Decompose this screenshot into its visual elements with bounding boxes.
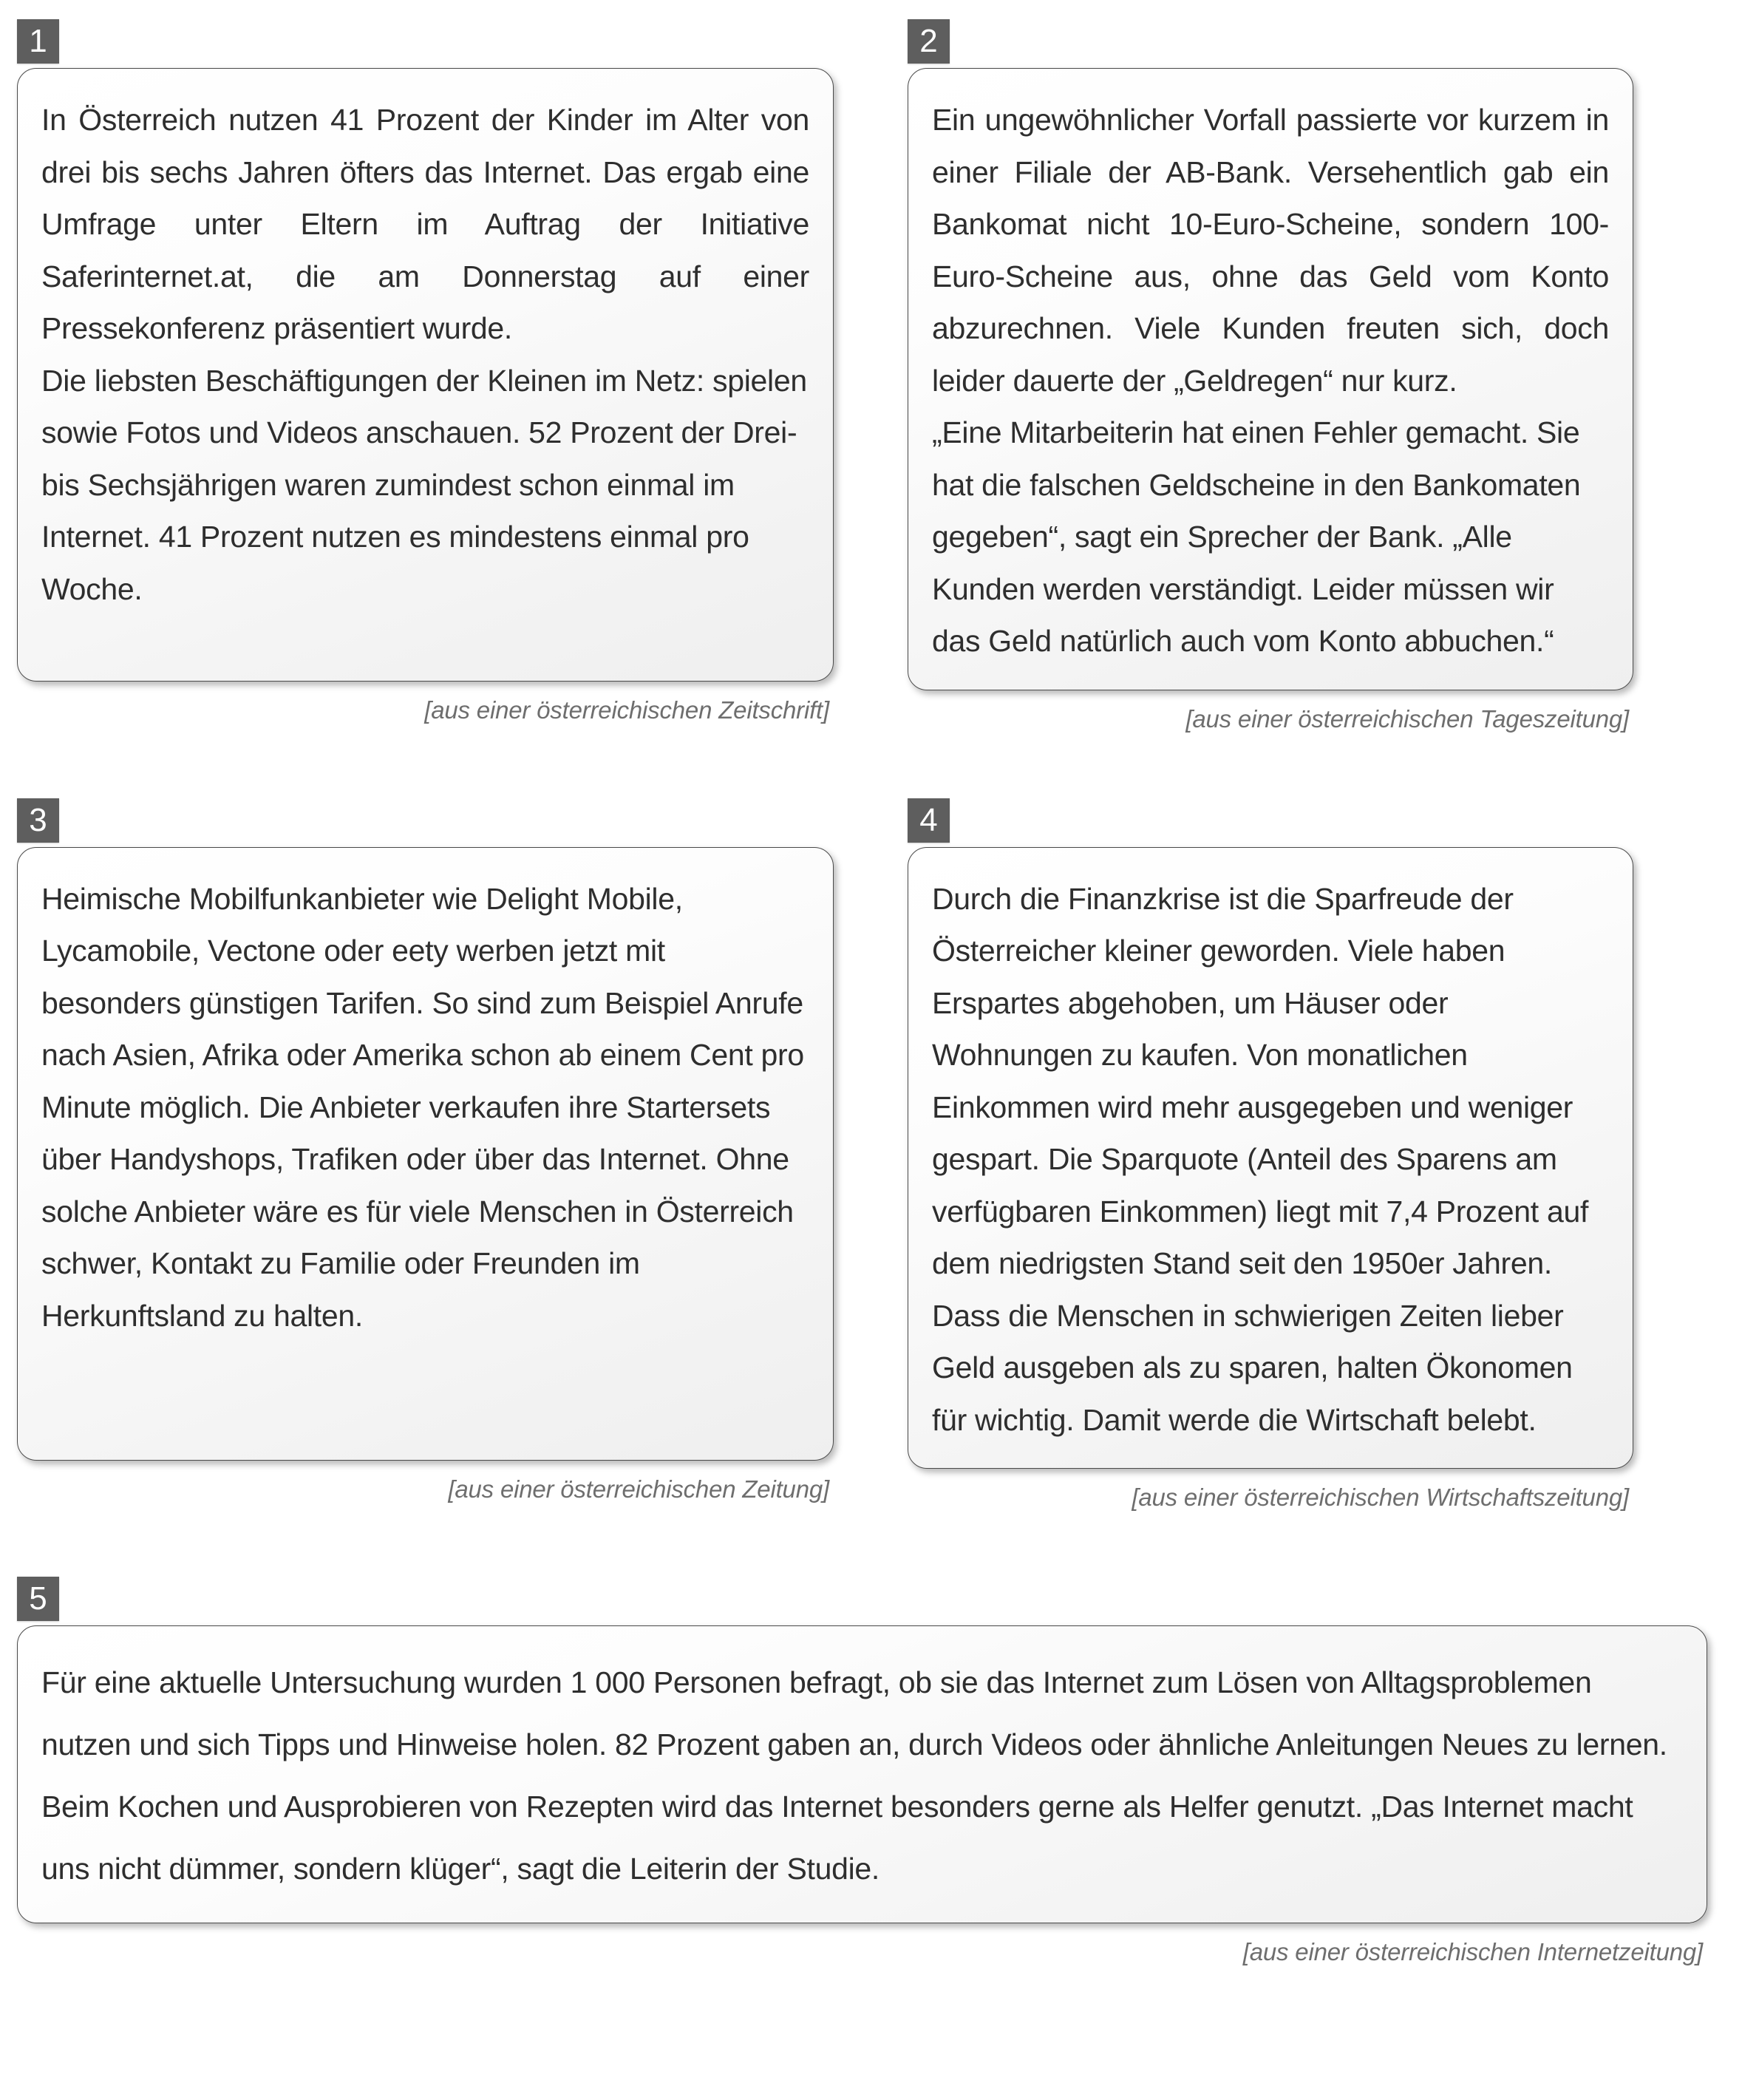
- card-paragraph: Für eine aktuelle Untersuchung wurden 1 000 Personen befragt, ob sie das Internet zum Lösen von Alltagsproblemen nutzen und sich Tipps und Hinweise holen. 82 Prozent gaben an, durch Videos oder ähnliche Anleitungen Neues zu lernen. Beim Kochen und Ausprobieren von Rezepten wird das Internet besonders gerne als Helfer genutzt. „Das Internet macht uns nicht dümmer, sondern klüger“, sagt die Leiterin der Studie.: [41, 1665, 1667, 1886]
- card-cell-5: [0, 1577, 1742, 1965]
- top-spacer: [0, 0, 1742, 19]
- card-cell-4: [834, 798, 1668, 1512]
- item-number-badge-5: 5: [17, 1577, 59, 1621]
- source-caption-1: [aus einer österreichischen Zeitschrift]: [424, 696, 829, 724]
- card-cell-3: [0, 798, 834, 1512]
- card-paragraph: Heimische Mobilfunkanbieter wie Delight Mobile, Lycamobile, Vectone oder eety werben jetzt mit besonders günstigen Tarifen. So sind zum Beispiel Anrufe nach Asien, Afrika oder Amerika schon ab einem Cent pro Minute möglich. Die Anbieter verkaufen ihre Startersets über Handyshops, Trafiken oder über das Internet. Ohne solche Anbieter wäre es für viele Menschen in Österreich schwer, Kontakt zu Familie oder Freunden im Herkunftsland zu halten.: [41, 881, 804, 1333]
- card-row-2: [0, 798, 1742, 1512]
- text-card-1: [17, 68, 834, 682]
- text-card-5: [17, 1625, 1707, 1923]
- card-paragraph: „Eine Mitarbeiterin hat einen Fehler gemacht. Sie hat die falschen Geldscheine in den Bankomaten gegeben“, sagt ein Sprecher der Bank. „Alle Kunden werden verständigt. Leider müssen wir das Geld natürlich auch vom Konto abbuchen.“: [932, 415, 1581, 659]
- card-cell-1: [0, 19, 834, 733]
- item-number-badge-1: 1: [17, 19, 59, 64]
- text-card-2: [908, 68, 1633, 690]
- item-number-badge-2: 2: [908, 19, 950, 64]
- source-caption-3: [aus einer österreichischen Zeitung]: [448, 1475, 829, 1503]
- row-spacer-1: [0, 733, 1742, 798]
- source-caption-2: [aus einer österreichischen Tageszeitung]: [1185, 704, 1629, 733]
- row-spacer-2: [0, 1512, 1742, 1577]
- item-number-badge-4: 4: [908, 798, 950, 843]
- card-paragraph: Die liebsten Beschäftigungen der Kleinen im Netz: spielen sowie Fotos und Videos anschauen. 52 Prozent der Drei- bis Sechsjährigen waren zumindest schon einmal im Internet. 41 Prozent nutzen es mindestens einmal pro Woche.: [41, 363, 807, 606]
- source-caption-5: [aus einer österreichischen Internetzeitung]: [1242, 1937, 1703, 1965]
- text-card-3: [17, 847, 834, 1461]
- source-caption-4: [aus einer österreichischen Wirtschaftszeitung]: [1132, 1484, 1629, 1512]
- text-card-4: [908, 847, 1633, 1469]
- card-paragraph: In Österreich nutzen 41 Prozent der Kinder im Alter von drei bis sechs Jahren öfters das Internet. Das ergab eine Umfrage unter Eltern im Auftrag der Initiative Saferinternet.at, die am Donnerstag auf einer Pressekonferenz präsentiert wurde.: [41, 103, 809, 346]
- card-row-1: [0, 19, 1742, 733]
- card-row-3: [0, 1577, 1742, 1965]
- card-paragraph: Durch die Finanzkrise ist die Sparfreude der Österreicher kleiner geworden. Viele haben Erspartes abgehoben, um Häuser oder Wohnungen zu kaufen. Von monatlichen Einkommen wird mehr ausgegeben und weniger gespart. Die Sparquote (Anteil des Sparens am verfügbaren Einkommen) liegt mit 7,4 Prozent auf dem niedrigsten Stand seit den 1950er Jahren. Dass die Menschen in schwierigen Zeiten lieber Geld ausgeben als zu sparen, halten Ökonomen für wichtig. Damit werde die Wirtschaft belebt.: [932, 881, 1589, 1437]
- item-number-badge-3: 3: [17, 798, 59, 843]
- card-cell-2: [834, 19, 1668, 733]
- card-paragraph: Ein ungewöhnlicher Vorfall passierte vor kurzem in einer Filiale der AB-Bank. Versehentlich gab ein Bankomat nicht 10-Euro-Scheine, sondern 100-Euro-Scheine aus, ohne das Geld vom Konto abzurechnen. Viele Kunden freuten sich, doch leider dauerte der „Geldregen“ nur kurz.: [932, 103, 1609, 398]
